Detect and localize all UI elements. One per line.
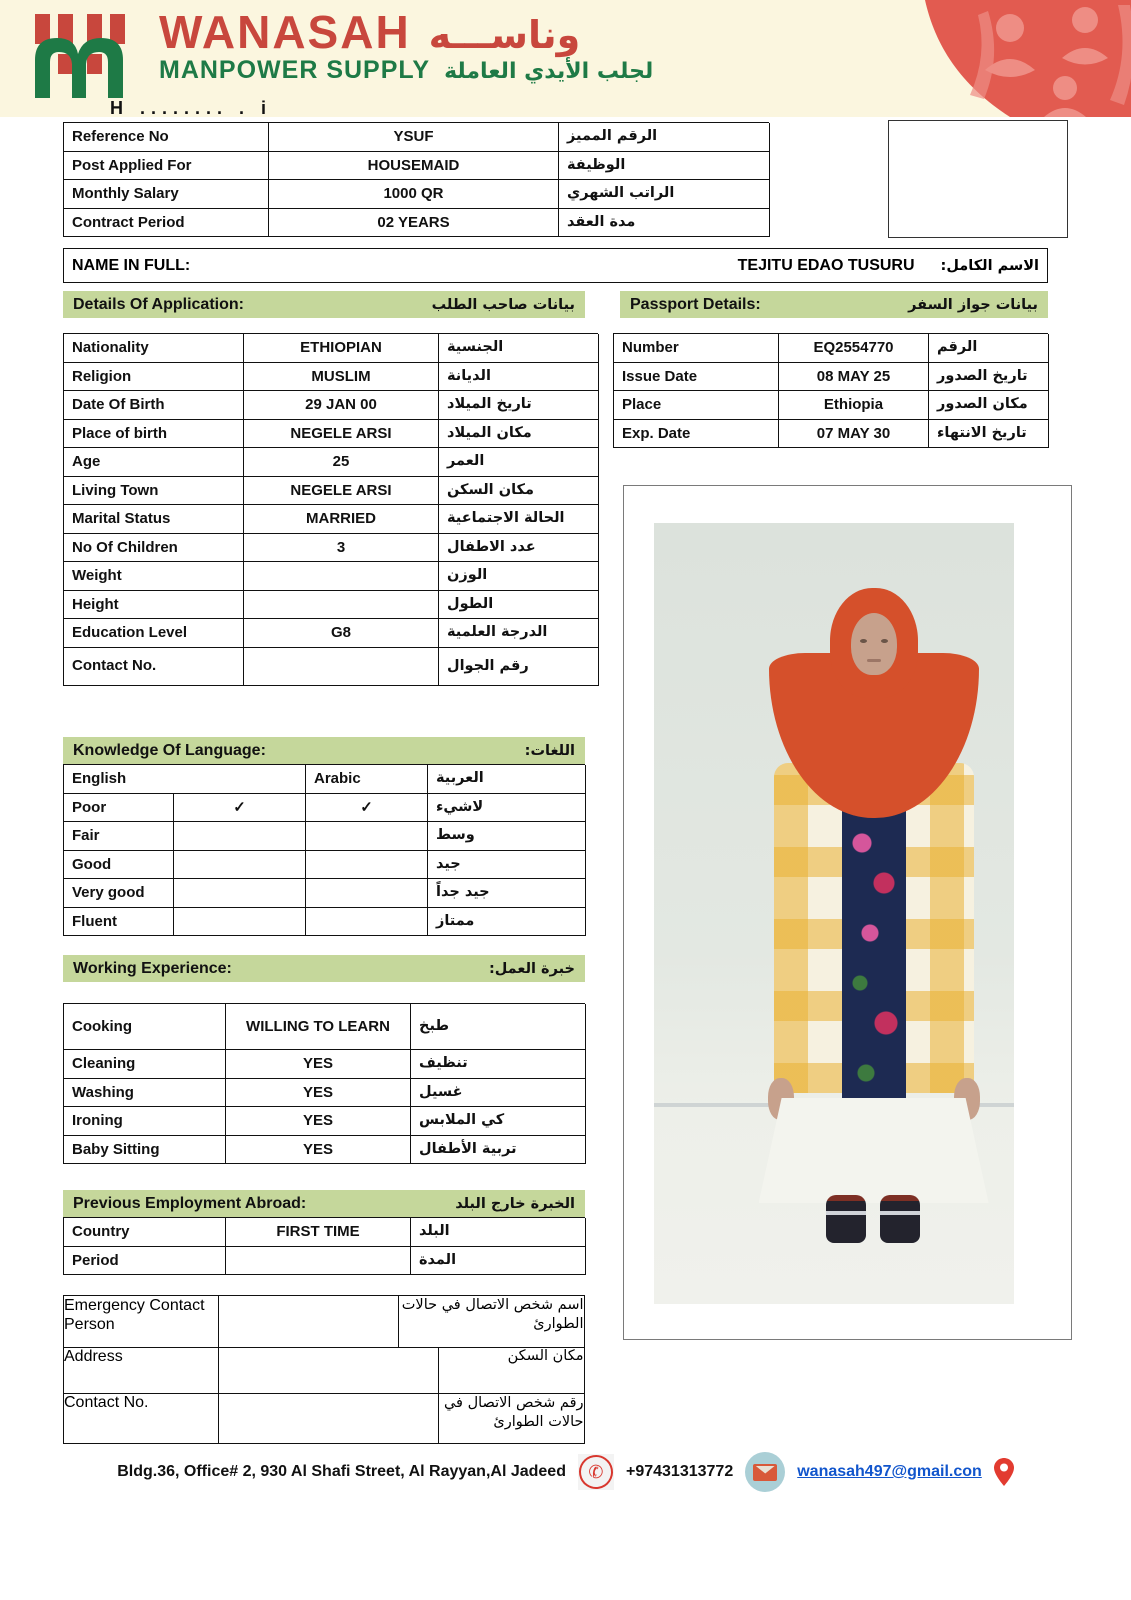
detail-label: Living Town <box>64 477 244 506</box>
detail-label-arabic: عدد الاطفال <box>439 534 599 563</box>
emergency-label-arabic: اسم شخص الاتصال في حالات الطوارئ <box>399 1296 585 1348</box>
language-col-english: English <box>64 765 306 794</box>
previous-label-arabic: المدة <box>411 1247 586 1276</box>
name-label-arabic: الاسم الكامل: <box>940 257 1039 274</box>
detail-value: NEGELE ARSI <box>244 420 439 449</box>
detail-value: 25 <box>244 448 439 477</box>
passport-label: Exp. Date <box>614 420 779 449</box>
language-level: Fair <box>64 822 174 851</box>
passport-label-arabic: مكان الصدور <box>929 391 1049 420</box>
detail-label: Weight <box>64 562 244 591</box>
passport-title-arabic: بيانات جواز السفر <box>908 296 1038 313</box>
detail-label-arabic: تاريخ الميلاد <box>439 391 599 420</box>
language-level: Fluent <box>64 908 174 937</box>
language-english-mark <box>174 908 306 937</box>
emergency-label: Address <box>64 1348 219 1394</box>
detail-label-arabic: العمر <box>439 448 599 477</box>
figure-skirt <box>759 1098 989 1203</box>
experience-title: Working Experience: <box>73 959 232 977</box>
emergency-label: Contact No. <box>64 1394 219 1444</box>
detail-value: G8 <box>244 619 439 648</box>
detail-value: MARRIED <box>244 505 439 534</box>
detail-label: Marital Status <box>64 505 244 534</box>
language-level: Poor <box>64 794 174 823</box>
full-name-value: TEJITU EDAO TUSURU <box>737 256 915 274</box>
passport-label-arabic: الرقم <box>929 334 1049 363</box>
detail-value: NEGELE ARSI <box>244 477 439 506</box>
previous-employment-header <box>63 1190 585 1217</box>
email-icon <box>745 1452 785 1492</box>
language-english-mark: ✓ <box>174 794 306 823</box>
experience-skill-arabic: كي الملابس <box>411 1107 586 1136</box>
wanasah-logo <box>27 8 145 100</box>
clipped-text-artifact: H ........ . i <box>110 98 273 118</box>
summary-value: HOUSEMAID <box>269 152 559 181</box>
previous-label: Period <box>64 1247 226 1276</box>
detail-label: No Of Children <box>64 534 244 563</box>
passport-table <box>613 333 1048 448</box>
experience-skill: Cooking <box>64 1004 226 1050</box>
name-in-full-row <box>63 248 1048 283</box>
previous-employment-table <box>63 1217 585 1275</box>
summary-value: 02 YEARS <box>269 209 559 238</box>
experience-value: WILLING TO LEARN <box>226 1004 411 1050</box>
detail-value <box>244 591 439 620</box>
passport-section-header <box>620 291 1048 318</box>
language-arabic-mark <box>306 851 428 880</box>
details-table <box>63 333 598 686</box>
detail-label: Height <box>64 591 244 620</box>
detail-label-arabic: الحالة الاجتماعية <box>439 505 599 534</box>
applicant-photo-frame <box>623 485 1072 1340</box>
previous-value: FIRST TIME <box>226 1218 411 1247</box>
experience-value: YES <box>226 1136 411 1165</box>
previous-title: Previous Employment Abroad: <box>73 1194 307 1212</box>
details-title-arabic: بيانات صاحب الطلب <box>431 296 575 313</box>
detail-label-arabic: رقم الجوال <box>439 648 599 686</box>
brand-tagline-arabic: لجلب الأيدي العاملة <box>444 59 654 85</box>
details-section-header <box>63 291 585 318</box>
summary-label-arabic: الرقم المميز <box>559 123 770 152</box>
brand-name-arabic: وناســـه <box>428 13 581 57</box>
applicant-photo <box>654 523 1014 1304</box>
summary-label: Reference No <box>64 123 269 152</box>
experience-value: YES <box>226 1050 411 1079</box>
phone-number: +97431313772 <box>625 1463 734 1480</box>
language-level-arabic: ممتاز <box>428 908 586 937</box>
summary-value: YSUF <box>269 123 559 152</box>
language-arabic-mark <box>306 908 428 937</box>
previous-label-arabic: البلد <box>411 1218 586 1247</box>
language-level-arabic: لاشيء <box>428 794 586 823</box>
emergency-table <box>63 1295 585 1444</box>
figure-dress <box>842 773 906 1108</box>
previous-value <box>226 1247 411 1276</box>
language-english-mark <box>174 822 306 851</box>
detail-label-arabic: الدرجة العلمية <box>439 619 599 648</box>
phone-icon: ✆ <box>578 1454 614 1490</box>
experience-skill: Baby Sitting <box>64 1136 226 1165</box>
passport-label: Issue Date <box>614 363 779 392</box>
emergency-value <box>219 1296 399 1348</box>
previous-label: Country <box>64 1218 226 1247</box>
passport-value: 07 MAY 30 <box>779 420 929 449</box>
office-address: Bldg.36, Office# 2, 930 Al Shafi Street, Al Rayyan,Al Jadeed <box>117 1463 566 1480</box>
experience-value: YES <box>226 1107 411 1136</box>
experience-section-header <box>63 955 585 982</box>
summary-label-arabic: مدة العقد <box>559 209 770 238</box>
detail-label-arabic: الطول <box>439 591 599 620</box>
detail-label: Age <box>64 448 244 477</box>
summary-label-arabic: الوظيفة <box>559 152 770 181</box>
summary-label: Contract Period <box>64 209 269 238</box>
language-col-arabic: Arabic <box>306 765 428 794</box>
experience-skill-arabic: طبخ <box>411 1004 586 1050</box>
language-arabic-mark <box>306 822 428 851</box>
language-title-arabic: اللغات: <box>524 742 575 759</box>
detail-label: Nationality <box>64 334 244 363</box>
detail-label: Education Level <box>64 619 244 648</box>
passport-value: Ethiopia <box>779 391 929 420</box>
detail-label-arabic: الوزن <box>439 562 599 591</box>
language-english-mark <box>174 879 306 908</box>
language-col-arabic-label: العربية <box>428 765 586 794</box>
passport-title: Passport Details: <box>630 295 761 313</box>
language-arabic-mark <box>306 879 428 908</box>
detail-value: 3 <box>244 534 439 563</box>
passport-label-arabic: تاريخ الانتهاء <box>929 420 1049 449</box>
language-level: Very good <box>64 879 174 908</box>
footer-contact-bar <box>0 1452 1131 1492</box>
emergency-label-arabic: رقم شخص الاتصال في حالات الطوارئ <box>439 1394 585 1444</box>
experience-value: YES <box>226 1079 411 1108</box>
figure-face <box>851 613 897 675</box>
brand-name: WANASAH <box>159 6 411 58</box>
experience-skill: Washing <box>64 1079 226 1108</box>
detail-value: ETHIOPIAN <box>244 334 439 363</box>
figure-sandal <box>826 1195 866 1243</box>
passport-label: Number <box>614 334 779 363</box>
experience-skill: Ironing <box>64 1107 226 1136</box>
detail-value: MUSLIM <box>244 363 439 392</box>
emergency-label-arabic: مكان السكن <box>439 1348 585 1394</box>
summary-value: 1000 QR <box>269 180 559 209</box>
emergency-value <box>219 1394 439 1444</box>
language-level-arabic: جيد <box>428 851 586 880</box>
detail-value: 29 JAN 00 <box>244 391 439 420</box>
email-link[interactable]: wanasah497@gmail.con <box>797 1463 982 1480</box>
experience-skill-arabic: غسيل <box>411 1079 586 1108</box>
experience-title-arabic: خبرة العمل: <box>488 960 575 977</box>
detail-label-arabic: الجنسية <box>439 334 599 363</box>
language-level-arabic: جيد جداً <box>428 879 586 908</box>
language-english-mark <box>174 851 306 880</box>
passport-value: 08 MAY 25 <box>779 363 929 392</box>
language-section-header <box>63 737 585 764</box>
language-table <box>63 764 585 936</box>
language-level: Good <box>64 851 174 880</box>
experience-skill-arabic: تربية الأطفال <box>411 1136 586 1165</box>
summary-label: Post Applied For <box>64 152 269 181</box>
detail-label-arabic: مكان السكن <box>439 477 599 506</box>
detail-label: Date Of Birth <box>64 391 244 420</box>
detail-value <box>244 562 439 591</box>
detail-label-arabic: مكان الميلاد <box>439 420 599 449</box>
brand-tagline: MANPOWER SUPPLY <box>159 56 431 85</box>
detail-label-arabic: الديانة <box>439 363 599 392</box>
figure-sandal <box>880 1195 920 1243</box>
previous-title-arabic: الخبرة خارج البلد <box>455 1195 575 1212</box>
language-title: Knowledge Of Language: <box>73 741 266 759</box>
photo-placeholder-box <box>888 120 1068 238</box>
passport-label: Place <box>614 391 779 420</box>
passport-value: EQ2554770 <box>779 334 929 363</box>
summary-table <box>63 122 769 237</box>
location-pin-icon <box>994 1458 1014 1486</box>
experience-skill-arabic: تنظيف <box>411 1050 586 1079</box>
emergency-value <box>219 1348 439 1394</box>
name-label: NAME IN FULL: <box>72 256 191 274</box>
summary-label: Monthly Salary <box>64 180 269 209</box>
summary-label-arabic: الراتب الشهري <box>559 180 770 209</box>
emergency-label: Emergency Contact Person <box>64 1296 219 1348</box>
detail-label: Place of birth <box>64 420 244 449</box>
passport-label-arabic: تاريخ الصدور <box>929 363 1049 392</box>
language-level-arabic: وسط <box>428 822 586 851</box>
experience-table <box>63 1003 585 1164</box>
detail-label: Contact No. <box>64 648 244 686</box>
detail-value <box>244 648 439 686</box>
language-arabic-mark: ✓ <box>306 794 428 823</box>
detail-label: Religion <box>64 363 244 392</box>
experience-skill: Cleaning <box>64 1050 226 1079</box>
details-title: Details Of Application: <box>73 295 244 313</box>
